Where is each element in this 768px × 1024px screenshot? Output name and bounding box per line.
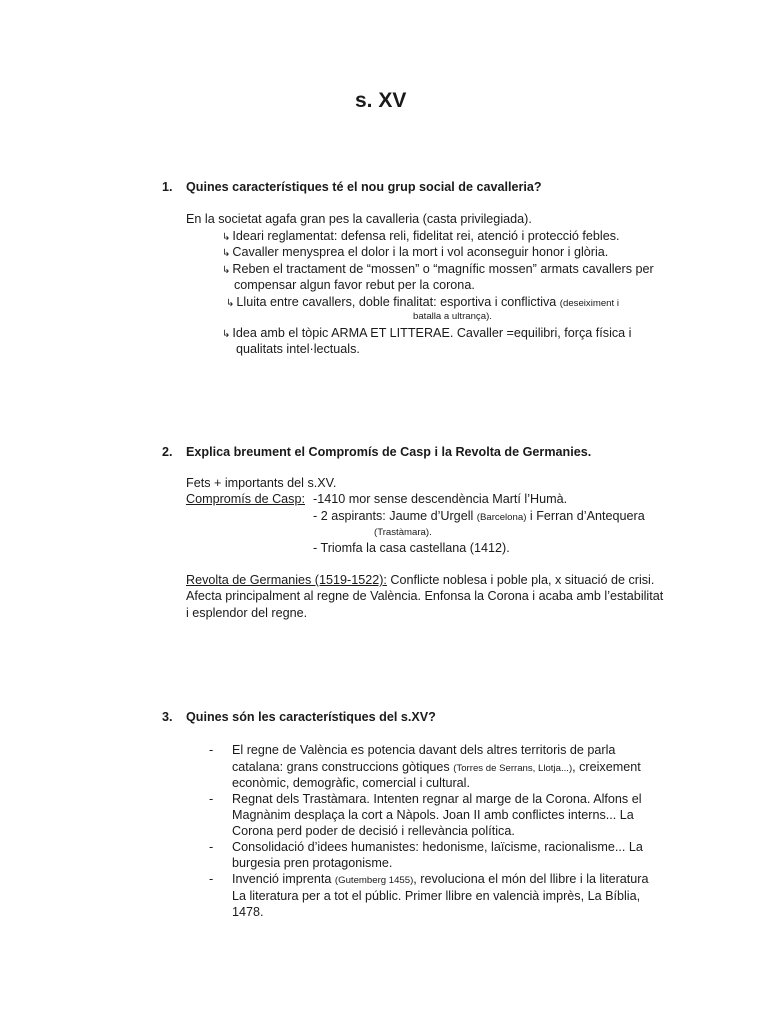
- q3-bullet-line: El regne de València es potencia davant dels altres territoris de parla: [232, 743, 616, 757]
- q3-bullet-line: burgesia pren protagonisme.: [232, 856, 393, 870]
- q3-bullet-line: Regnat dels Trastàmara. Intenten regnar al marge de la Corona. Alfons el: [232, 792, 642, 806]
- q1-item: ↳ Reben el tractament de “mossen” o “magnífic mossen” armats cavallers per: [222, 262, 654, 276]
- germanies-line: Afecta principalment al regne de València. Enfonsa la Corona i acaba amb l’estabilitat: [186, 589, 664, 603]
- question-3-number: 3.: [162, 710, 173, 724]
- germanies-line: i esplendor del regne.: [186, 606, 308, 620]
- q1-intro: En la societat agafa gran pes la cavalleria (casta privilegiada).: [186, 212, 532, 226]
- question-2-number: 2.: [162, 445, 173, 459]
- q3-bullet-line: 1478.: [232, 905, 264, 919]
- question-1: Quines característiques té el nou grup social de cavalleria?: [186, 180, 542, 194]
- dash-bullet: -: [209, 872, 214, 886]
- q1-item: ↳ Lluita entre cavallers, doble finalitat: esportiva i conflictiva (deseiximent i: [226, 295, 619, 309]
- sub-arrow-icon: ↳: [222, 329, 231, 340]
- germanies-label: Revolta de Germanies (1519-1522):: [186, 573, 387, 587]
- dash-bullet: -: [209, 743, 214, 757]
- q1-item-continuation: compensar algun favor rebut per la corona.: [234, 278, 475, 292]
- q1-item: ↳ Idea amb el tòpic ARMA ET LITTERAE. Cavaller =equilibri, força física i: [222, 326, 632, 340]
- sub-arrow-icon: ↳: [222, 265, 231, 276]
- sub-arrow-icon: ↳: [222, 248, 231, 259]
- q3-bullet-line: Magnànim desplaça la cort a Nàpols. Joan II amb conflictes interns... La: [232, 808, 634, 822]
- q3-bullet-line: Consolidació d’idees humanistes: hedonisme, laïcisme, racionalisme... La: [232, 840, 643, 854]
- q3-bullet-line: La literatura per a tot el públic. Primer llibre en valencià imprès, La Bíblia,: [232, 889, 641, 903]
- sub-arrow-icon: ↳: [222, 232, 231, 243]
- q3-bullet-line: Corona perd poder de decisió i rellevància política.: [232, 824, 515, 838]
- question-2: Explica breument el Compromís de Casp i la Revolta de Germanies.: [186, 445, 592, 459]
- dash-bullet: -: [209, 840, 214, 854]
- q2-intro: Fets + importants del s.XV.: [186, 476, 337, 490]
- q3-bullet-line: catalana: grans construccions gòtiques (Torres de Serrans, Llotja...), creixement: [232, 760, 641, 774]
- casp-line: - 2 aspirants: Jaume d’Urgell (Barcelona) i Ferran d’Antequera: [313, 509, 645, 523]
- casp-label: Compromís de Casp:: [186, 492, 305, 506]
- germanies-line: Revolta de Germanies (1519-1522): Conflicte noblesa i poble pla, x situació de crisi.: [186, 573, 655, 587]
- q1-item-note: batalla a ultrança).: [413, 311, 492, 322]
- q1-item-continuation: qualitats intel·lectuals.: [236, 342, 360, 356]
- casp-line: - Triomfa la casa castellana (1412).: [313, 541, 510, 555]
- question-1-number: 1.: [162, 180, 173, 194]
- q1-item: ↳ Cavaller menysprea el dolor i la mort i vol aconseguir honor i glòria.: [222, 245, 609, 259]
- question-3: Quines són les característiques del s.XV?: [186, 710, 436, 724]
- page-title: s. XV: [355, 89, 407, 112]
- casp-line: -1410 mor sense descendència Martí l’Humà.: [313, 492, 568, 506]
- dash-bullet: -: [209, 792, 214, 806]
- sub-arrow-icon: ↳: [226, 298, 235, 309]
- q3-bullet-line: econòmic, demogràfic, comercial i cultural.: [232, 776, 470, 790]
- casp-note: (Trastàmara).: [374, 527, 432, 538]
- q3-bullet-line: Invenció imprenta (Gutemberg 1455), revoluciona el món del llibre i la literatura: [232, 872, 649, 886]
- q1-item: ↳ Ideari reglamentat: defensa reli, fidelitat rei, atenció i protecció febles.: [222, 229, 620, 243]
